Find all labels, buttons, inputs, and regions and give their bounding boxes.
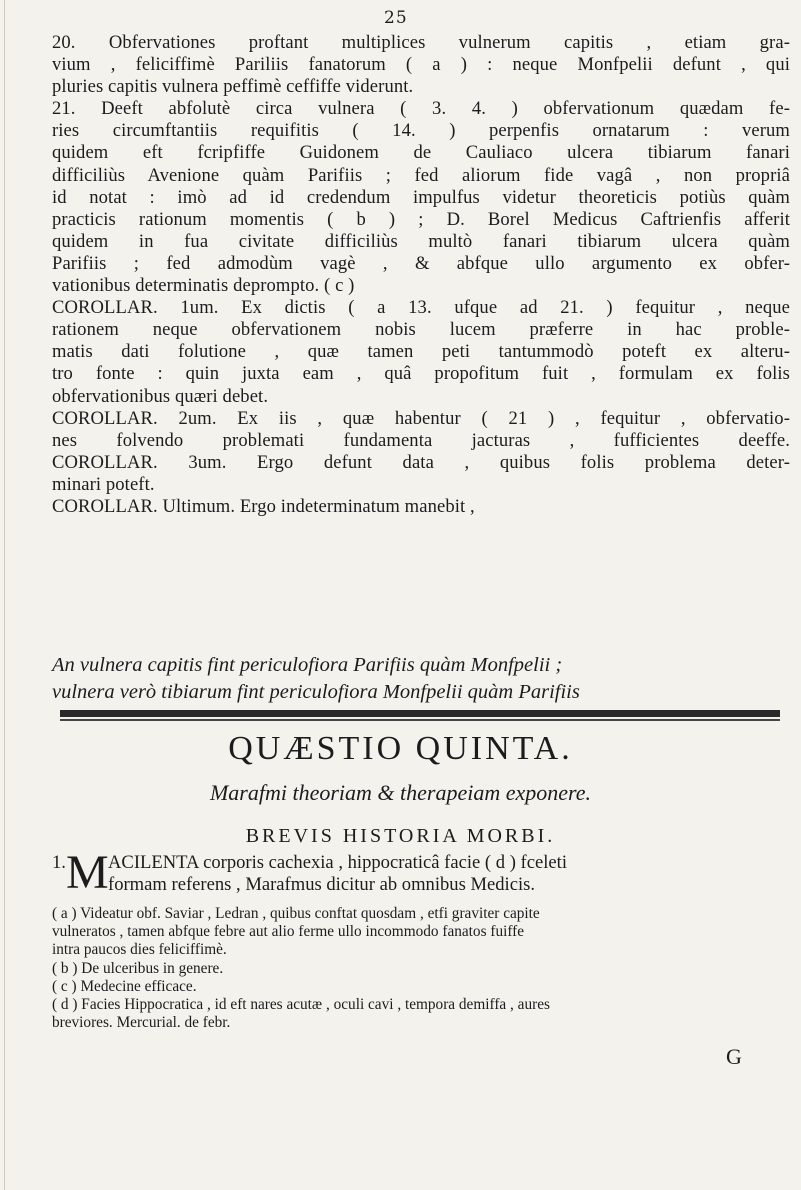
body-line: COROLLAR. 2um. Ex iis , quæ habentur ( 21 ) , fequitur , obfervatio- <box>52 407 790 429</box>
body-line: 21. Deeft abfolutè circa vulnera ( 3. 4. ) obfervationum quædam fe- <box>52 98 790 120</box>
body-line: COROLLAR. 1um. Ex dictis ( a 13. ufque ad 21. ) fequitur , neque <box>52 297 790 319</box>
section-subtitle: Marafmi theoriam & therapeiam exponere. <box>209 780 592 805</box>
footnotes <box>52 905 790 1032</box>
body-line: practicis rationum momentis ( b ) ; D. Borel Medicus Caftrienfis afferit <box>52 208 790 230</box>
page-number: 25 <box>384 8 408 28</box>
question-line: An vulnera capitis fint periculofiora Parifiis quàm Monfpelii ; <box>52 654 563 676</box>
body-line: quidem eft fcripfiffe Guidonem de Cauliaco ulcera tibiarum fanari <box>52 142 790 164</box>
body-line: id notat : imò ad id credendum impulfus videtur theoreticis potiùs quàm <box>52 186 790 208</box>
paragraph-line: ACILENTA corporis cachexia , hippocraticâ facie ( d ) fceleti <box>108 852 568 873</box>
footnote-line: intra paucos dies feliciffimè. <box>52 941 227 959</box>
body-line: ries circumftantiis requifitis ( 14. ) perpenfis ornatarum : verum <box>52 120 790 142</box>
page-edge <box>4 0 5 1190</box>
body-line: matis dati folutione , quæ tamen peti tantummodò poteft ex alteru- <box>52 341 790 363</box>
body-line: pluries capitis vulnera peffimè ceffiffe viderunt. <box>52 76 414 98</box>
body-line: COROLLAR. 3um. Ergo defunt data , quibus folis problema deter- <box>52 451 790 473</box>
ornamental-rule <box>60 710 780 717</box>
body-line: vium , feliciffimè Pariliis fanatorum ( a ) : neque Monfpelii defunt , qui <box>52 54 790 76</box>
body-line: COROLLAR. Ultimum. Ergo indeterminatum manebit , <box>52 495 475 517</box>
ornamental-rule-thin <box>60 719 780 721</box>
question-statement <box>52 652 790 706</box>
paragraph-line: formam referens , Marafmus dicitur ab omnibus Medicis. <box>108 874 536 895</box>
body-line: tro fonte : quin juxta eam , quâ propofitum fuit , formulam ex folis <box>52 363 790 385</box>
question-line: vulnera verò tibiarum fint periculofiora Monfpelii quàm Parifiis <box>52 681 580 703</box>
body-line: nes folvendo problemati fundamenta jacturas , fufficientes deeffe. <box>52 429 790 451</box>
body-line: vationibus determinatis deprompto. ( c ) <box>52 275 355 297</box>
section-heading: BREVIS HISTORIA MORBI. <box>245 825 556 847</box>
paragraph-number: 1. <box>52 852 66 873</box>
footnote-line: ( a ) Videatur obf. Saviar , Ledran , quibus conftat quosdam , etfi graviter capite <box>52 905 540 922</box>
footnote-line: breviores. Mercurial. de febr. <box>52 1014 231 1032</box>
body-line: quidem in fua civitate difficiliùs multò fanari tibiarum ulcera quàm <box>52 230 790 252</box>
body-line: difficiliùs Avenione quàm Parifiis ; fed aliorum fide vagâ , non propriâ <box>52 164 790 186</box>
footnote-line: ( d ) Facies Hippocratica , id eft nares acutæ , oculi cavi , tempora demiffa , aures <box>52 996 550 1014</box>
drop-cap: M <box>66 846 109 899</box>
section-title: QUÆSTIO QUINTA. <box>228 730 573 767</box>
body-line: 20. Obfervationes proftant multiplices vulnerum capitis , etiam gra- <box>52 32 790 53</box>
body-line: obfervationibus quæri debet. <box>52 385 269 407</box>
footnote-line: ( b ) De ulceribus in genere. <box>52 959 224 977</box>
body-line: Parifiis ; fed admodùm vagè , & abfque ullo argumento ex obfer- <box>52 252 790 274</box>
body-line: minari poteft. <box>52 473 155 495</box>
signature-mark: G <box>726 1044 742 1069</box>
footnote-line: vulneratos , tamen abfque febre aut alio ferme ullo incommodo fanatos fuiffe <box>52 923 525 941</box>
footnote-line: ( c ) Medecine efficace. <box>52 977 197 995</box>
body-line: rationem neque obfervationem nobis lucem præferre in hac proble- <box>52 319 790 341</box>
body-text <box>52 32 790 518</box>
